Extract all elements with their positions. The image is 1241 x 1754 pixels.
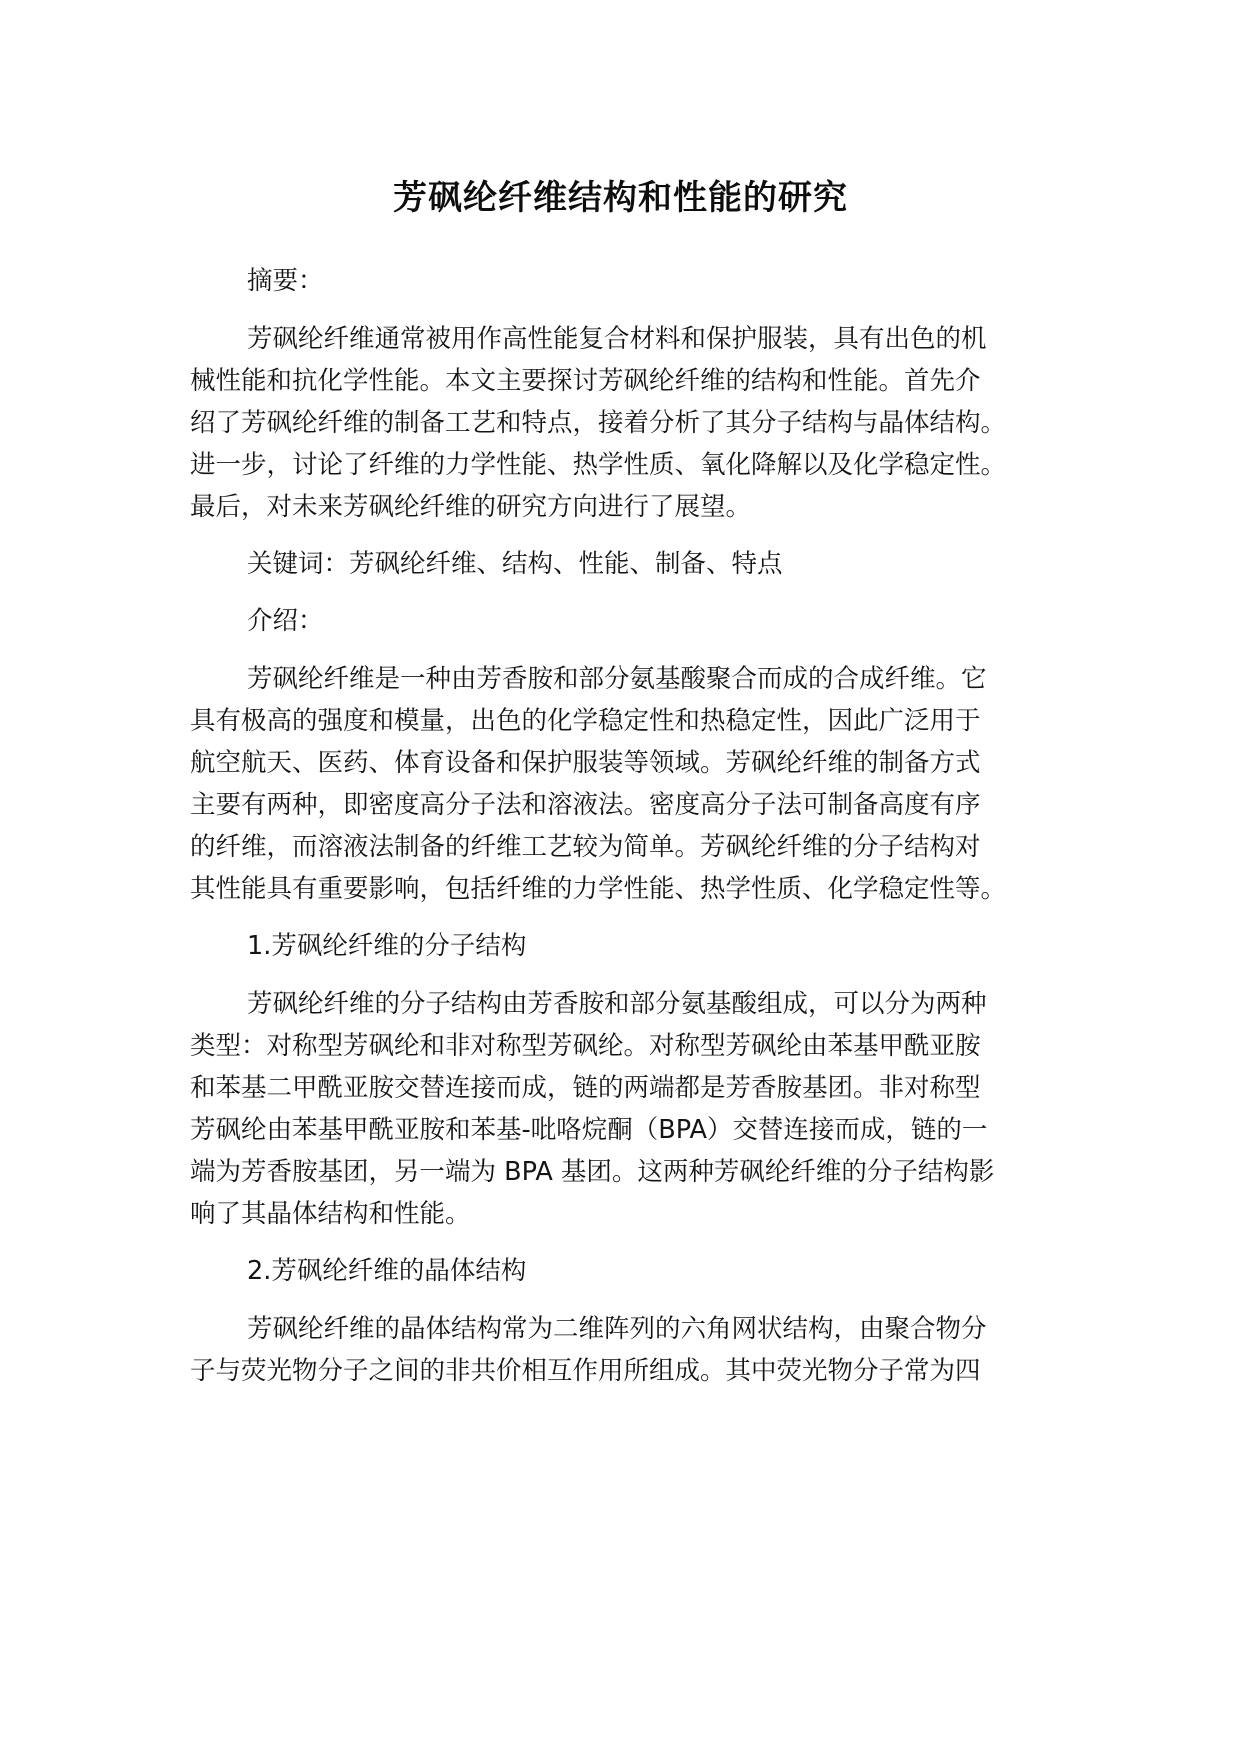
keywords-line: 关键词：芳砜纶纤维、结构、性能、制备、特点	[247, 549, 783, 579]
section-heading: 2.芳砜纶纤维的晶体结构	[247, 1256, 527, 1286]
intro-line: 具有极高的强度和模量，出色的化学稳定性和热稳定性，因此广泛用于	[190, 706, 981, 736]
section2-line: 芳砜纶纤维的晶体结构常为二维阵列的六角网状结构，由聚合物分	[247, 1314, 987, 1344]
section2-line: 子与荧光物分子之间的非共价相互作用所组成。其中荧光物分子常为四	[190, 1356, 981, 1386]
abstract-line: 绍了芳砜纶纤维的制备工艺和特点，接着分析了其分子结构与晶体结构。	[190, 408, 1007, 438]
section1-line: 芳砜纶由苯基甲酰亚胺和苯基-吡咯烷酮（BPA）交替连接而成，链的一	[190, 1115, 988, 1145]
intro-line: 芳砜纶纤维是一种由芳香胺和部分氨基酸聚合而成的合成纤维。它	[247, 664, 987, 694]
section1-line: 和苯基二甲酰亚胺交替连接而成，链的两端都是芳香胺基团。非对称型	[190, 1073, 981, 1103]
section-heading: 1.芳砜纶纤维的分子结构	[247, 931, 527, 961]
section1-line: 类型：对称型芳砜纶和非对称型芳砜纶。对称型芳砜纶由苯基甲酰亚胺	[190, 1031, 981, 1061]
intro-label: 介绍：	[247, 606, 324, 636]
section1-line: 芳砜纶纤维的分子结构由芳香胺和部分氨基酸组成，可以分为两种	[247, 989, 987, 1019]
abstract-line: 械性能和抗化学性能。本文主要探讨芳砜纶纤维的结构和性能。首先介	[190, 366, 981, 396]
intro-line: 的纤维，而溶液法制备的纤维工艺较为简单。芳砜纶纤维的分子结构对	[190, 832, 981, 862]
intro-line: 主要有两种，即密度高分子法和溶液法。密度高分子法可制备高度有序	[190, 790, 981, 820]
intro-line: 航空航天、医药、体育设备和保护服装等领域。芳砜纶纤维的制备方式	[190, 748, 981, 778]
section1-line: 响了其晶体结构和性能。	[190, 1199, 471, 1229]
abstract-label: 摘要：	[247, 266, 324, 296]
abstract-line: 最后，对未来芳砜纶纤维的研究方向进行了展望。	[190, 492, 752, 522]
abstract-line: 进一步，讨论了纤维的力学性能、热学性质、氧化降解以及化学稳定性。	[190, 450, 1007, 480]
intro-line: 其性能具有重要影响，包括纤维的力学性能、热学性质、化学稳定性等。	[190, 874, 1007, 904]
document-title: 芳砜纶纤维结构和性能的研究	[393, 178, 848, 218]
section1-line: 端为芳香胺基团，另一端为 BPA 基团。这两种芳砜纶纤维的分子结构影	[190, 1157, 995, 1187]
abstract-line: 芳砜纶纤维通常被用作高性能复合材料和保护服装，具有出色的机	[247, 324, 987, 354]
